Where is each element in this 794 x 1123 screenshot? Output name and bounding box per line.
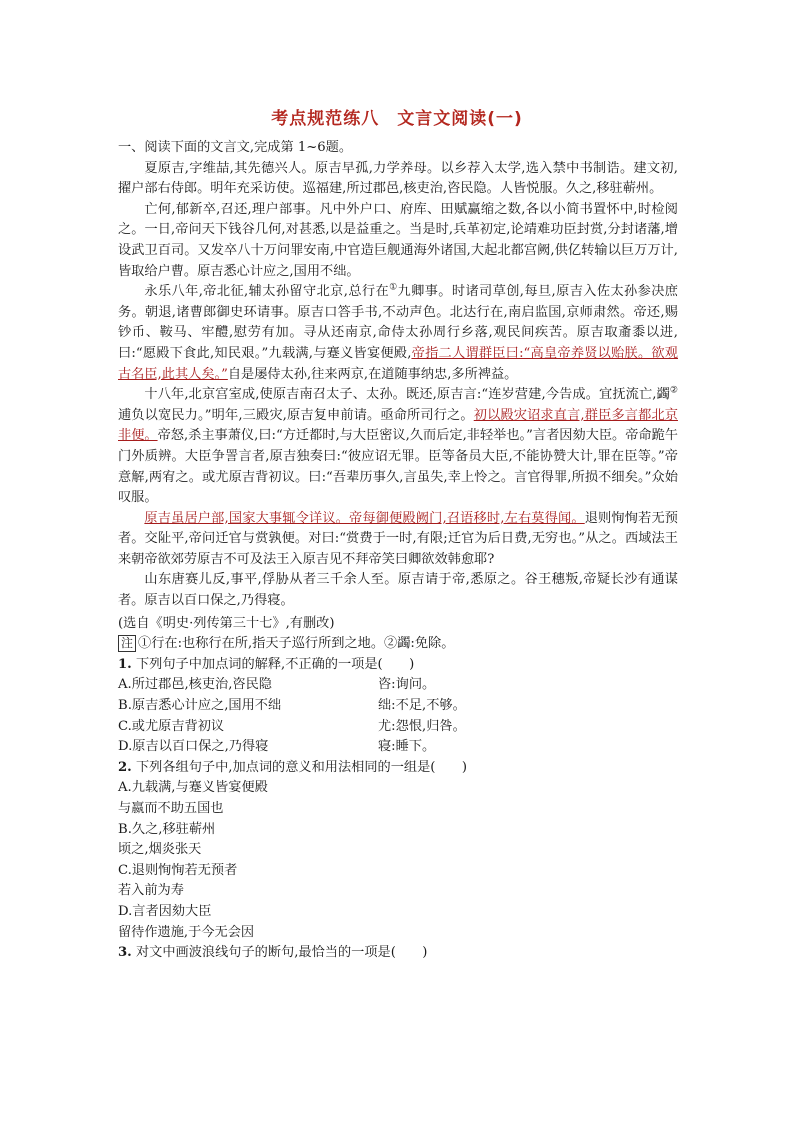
title-part2: 文言文阅读(一): [397, 109, 523, 129]
q2-line: 留待作遗施,于今无会因: [118, 924, 255, 940]
q1-option-a: A.所过郡邑,核吏治,咨民隐 咨:询问。: [118, 677, 436, 693]
q2-line: C.退则恂恂若无预者: [118, 862, 238, 878]
page-title: [0, 104, 794, 129]
footnote-marker-2: ②: [669, 385, 678, 396]
question-3: 3. 对文中画波浪线句子的断句,最恰当的一项是( ): [118, 945, 428, 961]
footnotes: [118, 634, 678, 655]
q2-line: A.九载满,与蹇义皆宴便殿: [118, 780, 268, 796]
footnote-marker-1: ①: [389, 282, 398, 293]
paragraph-5: 原吉虽居户部,国家大事辄令详议。帝每御便殿阙门,召语移时,左右莫得闻。退则恂恂若无预者。交阯平,帝问迁官与赏孰便。对曰:“赏费于一时,有限;迁官为后日费,无穷也。”从之。西域法王来朝帝欲郊劳原吉不可及法王入原吉见不拜帝笑曰卿欲效韩愈耶?: [118, 510, 678, 567]
note-tag: 注: [118, 635, 136, 652]
underlined-sentence-3: 原吉虽居户部,国家大事辄令详议。帝每御便殿阙门,召语移时,左右莫得闻。: [144, 510, 585, 526]
q2-line: 与嬴而不助五国也: [118, 801, 224, 816]
q2-line: 若入前为寿: [118, 883, 184, 899]
q1-option-d: D.原吉以百口保之,乃得寝 寝:睡下。: [118, 739, 436, 755]
q2-line: D.言者因劾大臣: [118, 903, 212, 919]
paragraph-1: 夏原吉,字维喆,其先德兴人。原吉早孤,力学养母。以乡荐入太学,选入禁中书制诰。建文初,擢户部右侍郎。明年充采访使。巡福建,所过郡邑,核吏治,咨民隐。人皆悦服。久之,移驻蕲州。: [118, 160, 678, 197]
question-1: 1. 下列句子中加点词的解释,不正确的一项是( ): [118, 656, 415, 672]
paragraph-3: 永乐八年,帝北征,辅太孙留守北京,总行在①九卿事。时诸司草创,每旦,原吉入佐太孙参决庶务。朝退,诸曹郎御史环请事。原吉口答手书,不动声色。北达行在,南启监国,京师肃然。帝还,赐钞币、鞍马、牢醴,慰劳有加。寻从还南京,命侍太孙周行乡落,观民间疾苦。原吉取齑黍以进,曰:“愿殿下食此,知民艰。”九载满,与蹇义皆宴便殿,帝指二人谓群臣曰:“高皇帝养贤以贻朕。欲观古名臣,此其人矣。”自是屡侍太孙,往来两京,在道随事纳忠,多所裨益。: [118, 282, 678, 382]
title-part1: 考点规范练八: [271, 109, 380, 129]
q2-line: B.久之,移驻蕲州: [118, 821, 216, 837]
question-2: 2. 下列各组句子中,加点词的意义和用法相同的一组是( ): [118, 759, 467, 775]
note-text: ①行在:也称行在所,指天子巡行所到之地。②蠲:免除。: [138, 636, 455, 652]
underlined-sentence-1: 帝指二人谓群臣曰:“高皇帝养贤以贻朕。欲观古名臣,此其人矣。”: [118, 345, 678, 382]
q1-option-c: C.或尤原吉背初议 尤:怨恨,归咎。: [118, 718, 466, 734]
paragraph-2: 亡何,郁新卒,召还,理户部事。凡中外户口、府库、田赋赢缩之数,各以小简书置怀中,时检阅之。一日,帝问天下钱谷几何,对甚悉,以是益重之。当是时,兵革初定,论靖难功臣封赏,分封诸藩,增设武卫百司。又发卒八十万问罪安南,中官造巨舰通海外诸国,大起北都宫阙,供亿转输以巨万万计,皆取给户曹。原吉悉心计应之,国用不绌。: [118, 201, 678, 279]
paragraph-4: 十八年,北京宫室成,使原吉南召太子、太孙。既还,原吉言:“连岁营建,今告成。宜抚流亡,蠲②逋负以宽民力。”明年,三殿灾,原吉复申前请。亟命所司行之。初以殿灾诏求直言,群臣多言都北京非便。帝怒,杀主事萧仪,曰:“方迁都时,与大臣密议,久而后定,非轻举也。”言者因劾大臣。帝命跪午门外质辨。大臣争詈言者,原吉独奏曰:“彼应诏无罪。臣等备员大臣,不能协赞大计,罪在臣等。”帝意解,两宥之。或尤原吉背初议。曰:“吾辈历事久,言虽失,幸上怜之。言官得罪,所损不细矣。”众始叹服。: [118, 385, 678, 506]
q1-option-b: B.原吉悉心计应之,国用不绌 绌:不足,不够。: [118, 698, 466, 714]
underlined-sentence-2: 初以殿灾诏求直言,群臣多言都北京非便。: [118, 407, 678, 444]
passage-content: [118, 138, 678, 964]
instruction: 一、阅读下面的文言文,完成第 1~6题。: [118, 140, 353, 155]
paragraph-6: 山东唐赛儿反,事平,俘胁从者三千余人至。原吉请于帝,悉原之。谷王穗叛,帝疑长沙有通谋者。原吉以百口保之,乃得寝。: [118, 572, 678, 609]
source-citation: (选自《明史·列传第三十七》,有删改): [118, 615, 335, 631]
q2-line: 顷之,烟炎张天: [118, 842, 202, 858]
